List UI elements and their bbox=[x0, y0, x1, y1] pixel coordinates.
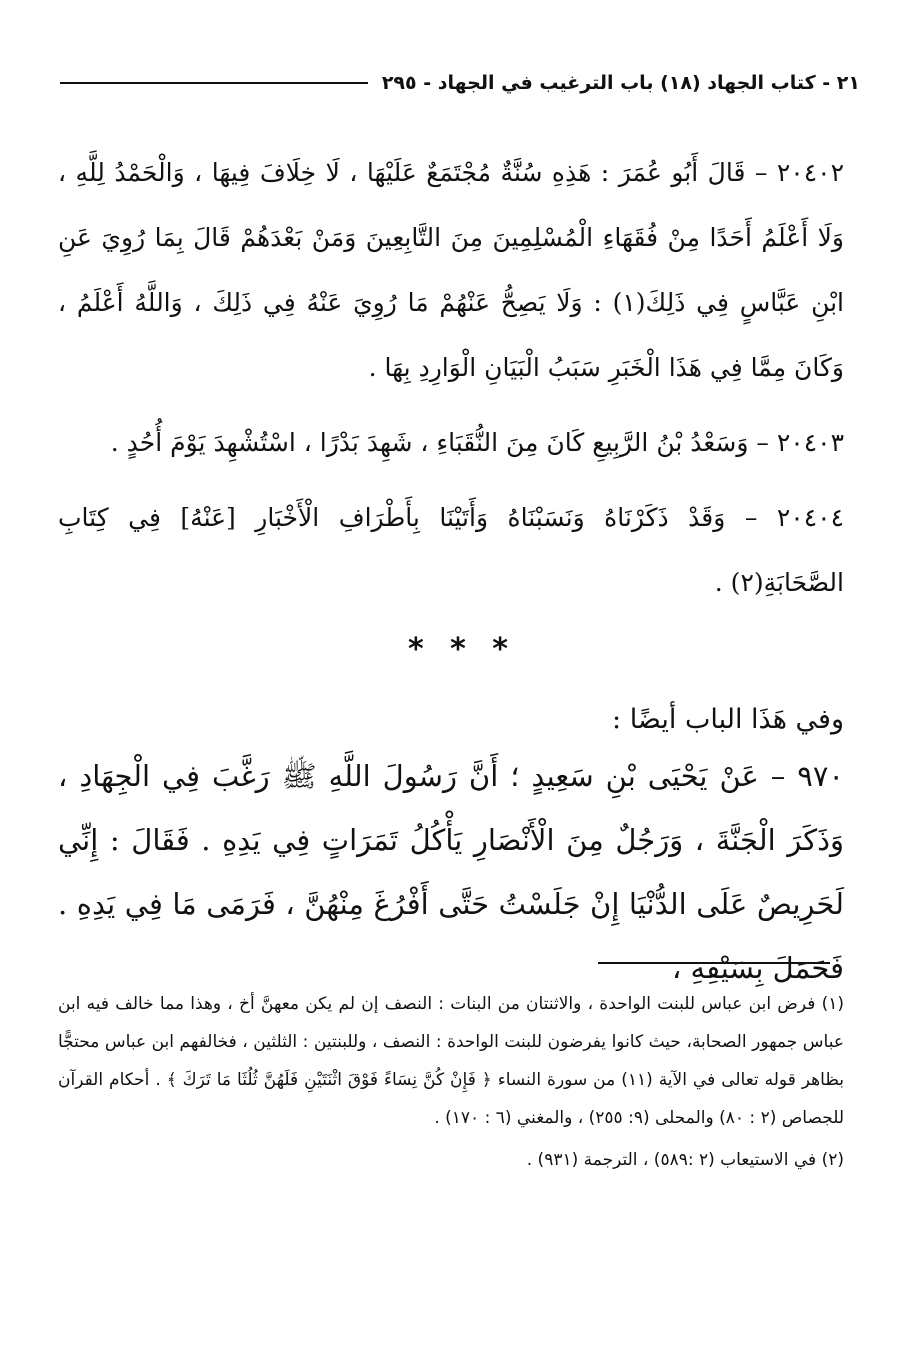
section-separator: * * * bbox=[408, 632, 516, 667]
entry-20404: ٢٠٤٠٤ – وَقَدْ ذَكَرْنَاهُ وَنَسَبْنَاهُ وَأَتَيْنَا بِأَطْرَافِ الْأَخْبَارِ [عَنْهُ] فِي كِتَابِ الصَّحَابَةِ(٢) . bbox=[58, 503, 844, 597]
footnote-1: (١) فرض ابن عباس للبنت الواحدة ، والاثنتان من البنات : النصف إن لم يكن معهنَّ أخ ، وهذا مما خالف فيه ابن عباس جمهور الصحابة، حيث كانوا يفرضون للبنت الواحدة : النصف ، وللبنتين : الثلثين ، فخالفهم ابن عباس محتجًّا بظاهر قوله تعالى في الآية (١١) من سورة النساء ﴿ فَإِنْ كُنَّ نِسَاءً فَوْقَ اثْنَتَيْنِ فَلَهُنَّ ثُلُثَا مَا تَرَكَ ﴾ . أحكام القرآن للجصاص (٢ : ٨٠) والمحلى (٩: ٢٥٥) ، والمغني (٦ : ١٧٠) . bbox=[58, 994, 845, 1128]
running-header bbox=[60, 66, 860, 100]
footnote-2: (٢) في الاستيعاب (٢ :٥٨٩) ، الترجمة (٩٣١) . bbox=[526, 1150, 844, 1170]
entry-20402: ٢٠٤٠٢ – قَالَ أَبُو عُمَرَ : هَذِهِ سُنَّةٌ مُجْتَمَعٌ عَلَيْهَا ، لَا خِلَافَ فِيهَا ، وَالْحَمْدُ لِلَّهِ ، وَلَا أَعْلَمُ أَحَدًا مِنْ فُقَهَاءِ الْمُسْلِمِينَ مِنَ التَّابِعِينَ وَمَنْ بَعْدَهُمْ قَالَ بِمَا رُوِيَ عَنِ ابْنِ عَبَّاسٍ فِي ذَلِكَ(١) : وَلَا يَصِحُّ عَنْهُمْ مَا رُوِيَ عَنْهُ فِي ذَلِكَ ، وَاللَّهُ أَعْلَمُ ، وَكَانَ مِمَّا فِي هَذَا الْخَبَرِ سَبَبُ الْبَيَانِ الْوَارِدِ بِهَا . bbox=[58, 158, 845, 382]
section-heading: وفي هَذَا الباب أيضًا : bbox=[612, 704, 844, 735]
footnotes bbox=[58, 985, 844, 1179]
header-rule bbox=[60, 82, 368, 84]
entry-20403: ٢٠٤٠٣ – وَسَعْدُ بْنُ الرَّبِيعِ كَانَ مِنَ النُّقَبَاءِ ، شَهِدَ بَدْرًا ، اسْتُشْهِدَ يَوْمَ أُحُدٍ . bbox=[110, 428, 844, 457]
footnote-rule bbox=[598, 962, 830, 964]
hadith-text: ٩٧٠ – عَنْ يَحْيَى بْنِ سَعِيدٍ ؛ أَنَّ رَسُولَ اللَّهِ ﷺ رَغَّبَ فِي الْجِهَادِ ، وَذَكَرَ الْجَنَّةَ ، وَرَجُلٌ مِنَ الْأَنْصَارِ يَأْكُلُ تَمَرَاتٍ فِي يَدِهِ . فَقَالَ : إِنِّي لَحَرِيصٌ عَلَى الدُّنْيَا إِنْ جَلَسْتُ حَتَّى أَفْرُغَ مِنْهُنَّ ، فَرَمَى مَا فِي يَدِهِ . فَحَمَلَ بِسَيْفِهِ ، bbox=[58, 759, 844, 985]
running-header-text: ٢١ - كتاب الجهاد (١٨) باب الترغيب في الجهاد - ٢٩٥ bbox=[381, 72, 860, 94]
main-text bbox=[58, 140, 844, 625]
